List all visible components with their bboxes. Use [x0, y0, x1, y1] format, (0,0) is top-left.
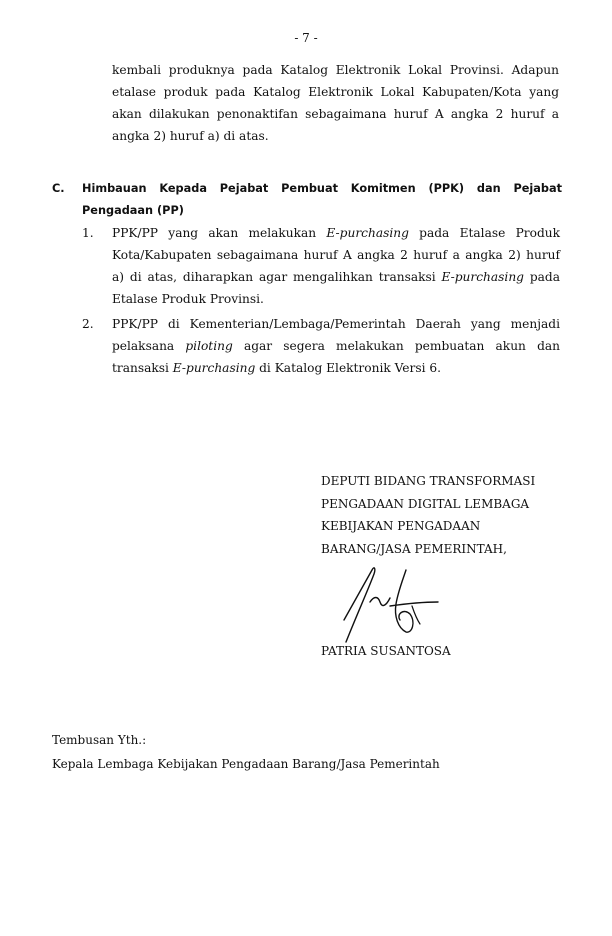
section-letter: C. — [52, 182, 65, 195]
list-item-number: 2. — [82, 317, 94, 331]
signatory-title-line: DEPUTI BIDANG TRANSFORMASI — [321, 474, 536, 488]
signatory-title-line: PENGADAAN DIGITAL LEMBAGA — [321, 496, 530, 511]
page-number: - 7 - — [294, 31, 318, 45]
copy-to-heading: Tembusan Yth.: — [52, 733, 147, 747]
list-item-text: PPK/PP yang akan melakukan E-purchasing pada Etalase Produk Kota/Kabupaten sebagaimana huruf A angka 2 huruf a angka 2) huruf a) di atas, diharapkan agar mengalihkan transaksi E-purchasing pada Etalase Produk Provinsi. — [112, 226, 560, 306]
copy-to-recipient: Kepala Lembaga Kebijakan Pengadaan Barang/Jasa Pemerintah — [52, 757, 440, 771]
signatory-title — [321, 470, 581, 560]
section-title: Himbauan Kepada Pejabat Pembuat Komitmen (PPK) dan Pejabat Pengadaan (PP) — [82, 182, 562, 217]
list-item-text: PPK/PP di Kementerian/Lembaga/Pemerintah Daerah yang menjadi pelaksana piloting agar segera melakukan pembuatan akun dan transaksi E-purchasing di Katalog Elektronik Versi 6. — [112, 317, 560, 375]
list-item-number: 1. — [82, 226, 94, 240]
signatory-title-line: BARANG/JASA PEMERINTAH, — [321, 541, 507, 556]
handwritten-signature — [330, 562, 450, 652]
intro-paragraph: kembali produknya pada Katalog Elektronik Lokal Provinsi. Adapun etalase produk pada Katalog Elektronik Lokal Kabupaten/Kota yang akan dilakukan penonaktifan sebagaimana huruf A angka 2 huruf a angka 2) huruf a) di atas. — [112, 63, 559, 143]
signatory-title-line: KEBIJAKAN PENGADAAN — [321, 519, 481, 533]
signatory-name: PATRIA SUSANTOSA — [321, 644, 451, 658]
